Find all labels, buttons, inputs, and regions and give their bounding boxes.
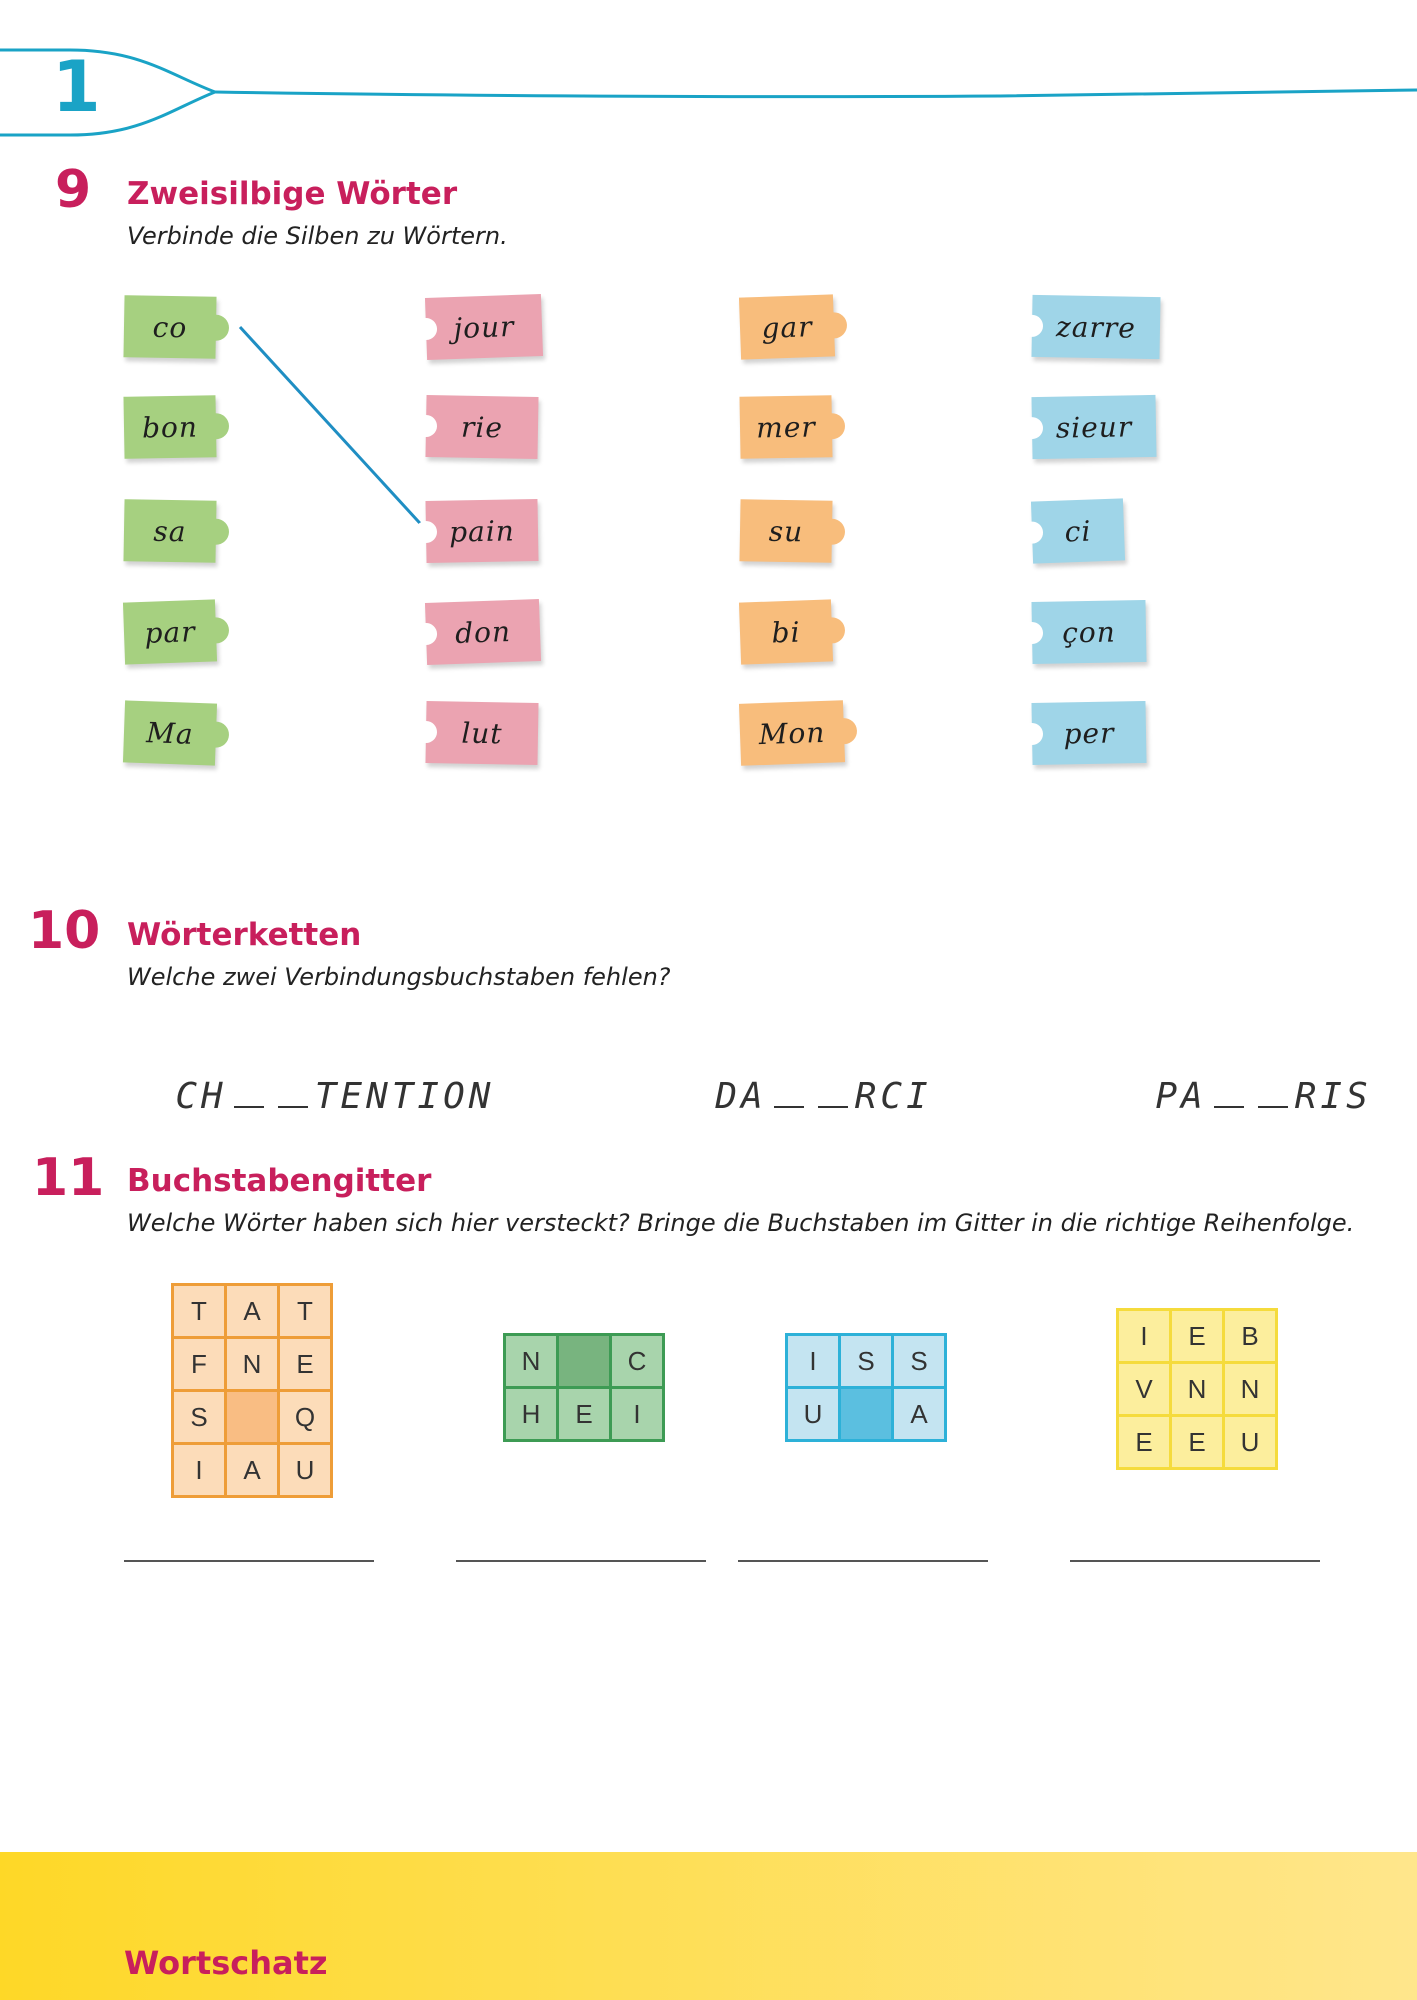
syllable-label: co (152, 310, 188, 344)
syllable-label: rie (460, 410, 504, 444)
chain-right: RIS (1294, 1076, 1372, 1117)
letter-grid-yellow (1116, 1308, 1278, 1470)
puzzle-notch-icon (415, 721, 437, 743)
footer-label: Wortschatz (124, 1944, 328, 1982)
syllable-tile-orange[interactable] (739, 395, 832, 459)
exercise-title-10: Wörterketten (127, 917, 362, 953)
letter-grid-orange (171, 1283, 333, 1498)
word-chain-2 (664, 1035, 932, 1117)
chain-right: TENTION (314, 1076, 495, 1117)
letter-grid-blue (785, 1333, 947, 1442)
grid-cell: I (1118, 1310, 1171, 1363)
answer-line[interactable] (738, 1560, 988, 1562)
puzzle-notch-icon (1021, 723, 1043, 745)
grid-cell: E (1171, 1310, 1224, 1363)
answer-line[interactable] (1070, 1560, 1320, 1562)
grid-cell: E (1171, 1416, 1224, 1469)
blank-slot[interactable] (818, 1104, 848, 1108)
grid-cell: N (226, 1338, 279, 1391)
exercise-number-11: 11 (32, 1148, 105, 1208)
exercise-instruction-11: Welche Wörter haben sich hier versteckt? Bringe die Buchstaben im Gitter in die richtige Reihenfolge. (127, 1209, 1355, 1237)
syllable-tile-orange[interactable] (739, 700, 845, 766)
word-chain-3 (1104, 1035, 1372, 1117)
syllable-label: Mon (758, 715, 826, 751)
grid-cell: A (226, 1444, 279, 1497)
grid-cell: E (279, 1338, 332, 1391)
blank-slot[interactable] (1258, 1104, 1288, 1108)
grid-cell: E (1118, 1416, 1171, 1469)
grid-cell: U (787, 1388, 840, 1441)
syllable-label: zarre (1055, 309, 1137, 345)
syllable-label: sieur (1055, 409, 1133, 445)
answer-line[interactable] (124, 1560, 374, 1562)
exercise-title-9: Zweisilbige Wörter (127, 176, 458, 212)
grid-cell: U (279, 1444, 332, 1497)
footer-band (0, 1852, 1417, 2000)
exercise-title-11: Buchstabengitter (127, 1163, 432, 1199)
grid-empty-cell (840, 1388, 893, 1441)
grid-cell: N (1171, 1363, 1224, 1416)
syllable-label: çon (1061, 615, 1117, 649)
exercise-instruction-9: Verbinde die Silben zu Wörtern. (127, 222, 508, 250)
grid-cell: H (505, 1388, 558, 1441)
syllable-tile-green[interactable] (123, 499, 216, 563)
syllable-tile-green[interactable] (123, 599, 217, 664)
syllable-tile-blue[interactable] (1031, 395, 1156, 459)
syllable-tile-green[interactable] (123, 295, 216, 359)
syllable-label: per (1063, 716, 1115, 750)
syllable-label: mer (755, 409, 817, 445)
blank-slot[interactable] (774, 1104, 804, 1108)
syllable-tile-green[interactable] (123, 700, 217, 765)
grid-cell: U (1224, 1416, 1277, 1469)
grid-empty-cell (226, 1391, 279, 1444)
syllable-tile-orange[interactable] (739, 294, 835, 359)
answer-line[interactable] (456, 1560, 706, 1562)
syllable-label: lut (461, 716, 503, 750)
syllable-tile-pink[interactable] (425, 499, 538, 563)
grid-cell: S (840, 1335, 893, 1388)
syllable-tile-blue[interactable] (1031, 701, 1146, 765)
grid-cell: I (787, 1335, 840, 1388)
exercise-number-10: 10 (28, 901, 101, 961)
chain-left: DA (715, 1076, 767, 1117)
exercise-number-9: 9 (55, 160, 92, 220)
syllable-label: Ma (145, 715, 195, 751)
chain-left: PA (1155, 1076, 1207, 1117)
grid-cell: B (1224, 1310, 1277, 1363)
syllable-tile-pink[interactable] (425, 701, 538, 765)
puzzle-notch-icon (415, 521, 437, 543)
grid-cell: A (893, 1388, 946, 1441)
grid-cell: I (611, 1388, 664, 1441)
grid-cell: N (505, 1335, 558, 1388)
puzzle-notch-icon (1021, 622, 1043, 644)
grid-cell: V (1118, 1363, 1171, 1416)
syllable-tile-orange[interactable] (739, 599, 833, 664)
grid-empty-cell (558, 1335, 611, 1388)
chain-left: CH (175, 1076, 227, 1117)
syllable-tile-blue[interactable] (1031, 498, 1125, 563)
grid-cell: T (279, 1285, 332, 1338)
chain-right: RCI (854, 1076, 932, 1117)
puzzle-notch-icon (1021, 417, 1043, 439)
syllable-label: pain (448, 513, 516, 549)
puzzle-notch-icon (1021, 521, 1044, 544)
syllable-label: bon (141, 410, 199, 444)
syllable-label: jour (452, 309, 516, 345)
syllable-tile-pink[interactable] (425, 294, 543, 360)
letter-grid-green (503, 1333, 665, 1442)
syllable-tile-blue[interactable] (1031, 295, 1160, 359)
syllable-label: sa (153, 514, 187, 548)
puzzle-notch-icon (415, 623, 438, 646)
blank-slot[interactable] (1214, 1104, 1244, 1108)
grid-cell: A (226, 1285, 279, 1338)
grid-cell: T (173, 1285, 226, 1338)
syllable-tile-green[interactable] (123, 395, 216, 459)
grid-cell: E (558, 1388, 611, 1441)
grid-cell: S (173, 1391, 226, 1444)
grid-cell: S (893, 1335, 946, 1388)
puzzle-notch-icon (415, 318, 438, 341)
syllable-tile-blue[interactable] (1031, 600, 1146, 664)
syllable-label: don (454, 614, 512, 650)
syllable-label: su (768, 514, 804, 548)
grid-cell: I (173, 1444, 226, 1497)
blank-slot[interactable] (234, 1104, 264, 1108)
grid-cell: N (1224, 1363, 1277, 1416)
grid-cell: Q (279, 1391, 332, 1444)
exercise-instruction-10: Welche zwei Verbindungsbuchstaben fehlen? (127, 963, 671, 991)
grid-cell: F (173, 1338, 226, 1391)
puzzle-notch-icon (1021, 315, 1043, 337)
syllable-tile-pink[interactable] (425, 395, 538, 459)
syllable-tile-pink[interactable] (425, 599, 541, 665)
syllable-tile-orange[interactable] (739, 499, 832, 563)
word-chain-1 (124, 1035, 494, 1117)
syllable-label: bi (770, 615, 802, 649)
blank-slot[interactable] (278, 1104, 308, 1108)
syllable-label: gar (760, 309, 814, 345)
chapter-number: 1 (52, 46, 101, 128)
puzzle-notch-icon (415, 415, 437, 437)
grid-cell: C (611, 1335, 664, 1388)
syllable-label: par (143, 614, 197, 650)
syllable-label: ci (1064, 514, 1092, 548)
